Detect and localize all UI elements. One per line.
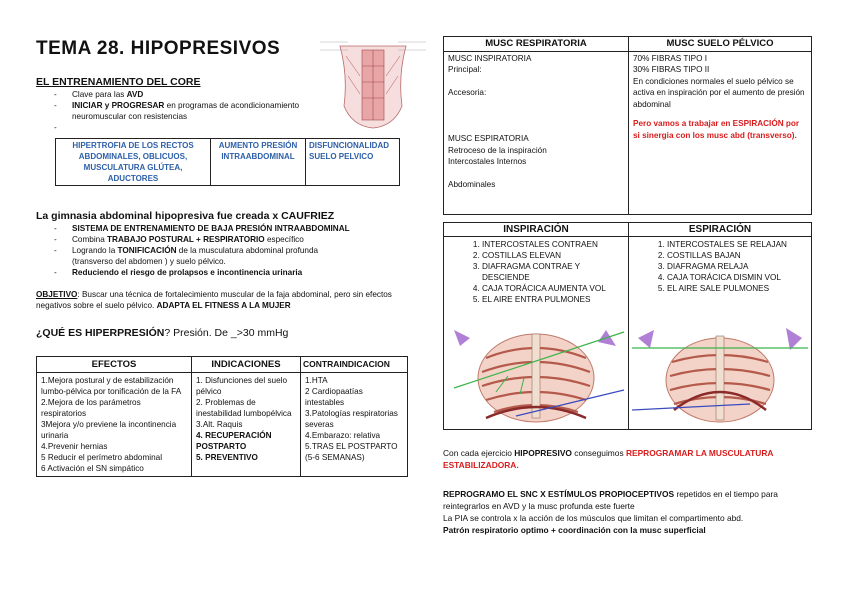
core-box-2: AUMENTO PRESIÓN INTRAABDOMINAL — [211, 139, 306, 186]
core-heading: EL ENTRENAMIENTO DEL CORE — [36, 76, 201, 88]
reprogramar-paragraph: Con cada ejercicio HIPOPRESIVO conseguimos REPROGRAMAR LA MUSCULATURA ESTABILIZADORA. — [443, 448, 774, 470]
core-list — [52, 89, 302, 122]
contra-header: CONTRAINDICACION — [301, 357, 408, 373]
inspiracion-header: INSPIRACIÓN — [444, 223, 629, 237]
snc-paragraph: REPROGRAMO EL SNC X ESTÍMULOS PROPIOCEPTIVOS repetidos en el tiempo para reintegrarlos en AVD y la musc profunda este fuerte La PIA se controla x la acción de los músculos que limitan el compartimento abd. Patrón respiratorio optimo + coordinación con la musc superficial — [443, 489, 778, 535]
core-item-1: - Clave para las AVD — [52, 89, 302, 100]
gimnasia-heading: La gimnasia abdominal hipopresiva fue creada x CAUFRIEZ — [36, 210, 335, 222]
gimnasia-list — [52, 223, 412, 278]
effects-cell: 1.Mejora postural y de estabilización lumbo-pélvica por tonificación de la FA 2.Mejora de los parámetros respiratorios 3Mejora y/o previene la incontinencia urinaria 4.Prevenir hernias 5 Reducir el perímetro abdominal 6 Activación el SN simpático — [37, 373, 192, 477]
indicaciones-header: INDICACIONES — [192, 357, 301, 373]
core-box-1: HIPERTROFIA DE LOS RECTOS ABDOMINALES, OBLICUOS, MUSCULATURA GLÚTEA, ADUCTORES — [56, 139, 211, 186]
core-item-2: - INICIAR y PROGRESAR en programas de acondicionamiento neuromuscular con resistencias — [52, 100, 302, 122]
hiperpresion-line: ¿QUÉ ES HIPERPRESIÓN? Presión. De _>30 mmHg — [36, 327, 289, 339]
objetivo-text: OBJETIVO: Buscar una técnica de fortalecimiento muscular de la faja abdominal, pero sin efectos negativos sobre el suelo pélvico. ADAPTA EL FITNESS A LA MUJER — [36, 290, 392, 310]
ribcage-expiration-illustration — [630, 318, 810, 428]
contra-cell: 1.HTA 2 Cardiopaatías intestables 3.Patologías respiratorias severas 4.Embarazo: relativa 5.TRAS EL POSTPARTO (5-6 SEMANAS) — [301, 373, 408, 477]
core-boxes-table — [55, 138, 400, 186]
musc-table — [443, 36, 812, 215]
page-title: TEMA 28. HIPOPRESIVOS — [36, 38, 281, 59]
abdominal-muscles-illustration — [318, 36, 428, 132]
espiracion-header: ESPIRACIÓN — [629, 223, 812, 237]
inspiracion-list: 1. INTERCOSTALES CONTRAEN 2. COSTILLAS ELEVAN 3. DIAFRAGMA CONTRAE Y DESCIENDE 4. CAJA TORÁCICA AUMENTA VOL 5. EL AIRE ENTRA PULMONES — [448, 239, 624, 305]
musc-suelo-cell: 70% FIBRAS TIPO I 30% FIBRAS TIPO II En condiciones normales el suelo pélvico se activa en inspiración por el aumento de presión abdominal Pero vamos a trabajar en ESPIRACIÓN por si sinergia con los musc abd (transverso). — [629, 51, 812, 214]
gimnasia-item-2: - Combina TRABAJO POSTURAL + RESPIRATORIO específico — [52, 234, 412, 245]
indicaciones-cell: 1. Disfunciones del suelo pélvico 2. Problemas de inestabilidad lumbopélvica 3.Alt. Raquis 4. RECUPERACIÓN POSTPARTO 5. PREVENTIVO — [192, 373, 301, 477]
effects-header: EFECTOS — [37, 357, 192, 373]
core-box-3: DISFUNCIONALIDAD SUELO PELVICO — [306, 139, 400, 186]
gimnasia-item-3: - Logrando la TONIFICACIÓN de la musculatura abdominal profunda (transverso del abdomen ) y suelo pélvico. — [52, 245, 412, 267]
musc-suelo-header: MUSC SUELO PÉLVICO — [629, 37, 812, 52]
gimnasia-item-1: - SISTEMA DE ENTRENAMIENTO DE BAJA PRESIÓN INTRAABDOMINAL — [52, 223, 412, 234]
musc-resp-cell: MUSC INSPIRATORIA Principal: Accesoria: MUSC ESPIRATORIA Retroceso de la inspiración Intercostales Internos Abdominales — [444, 51, 629, 214]
espiracion-list: 1. INTERCOSTALES SE RELAJAN 2. COSTILLAS BAJAN 3. DIAFRAGMA RELAJA 4. CAJA TORÁCICA DISMIN VOL 5. EL AIRE SALE PULMONES — [633, 239, 807, 294]
musc-resp-header: MUSC RESPIRATORIA — [444, 37, 629, 52]
effects-table — [36, 356, 408, 477]
gimnasia-item-4: - Reduciendo el riesgo de prolapsos e incontinencia urinaria — [52, 267, 412, 278]
ribcage-inspiration-illustration — [446, 318, 626, 428]
